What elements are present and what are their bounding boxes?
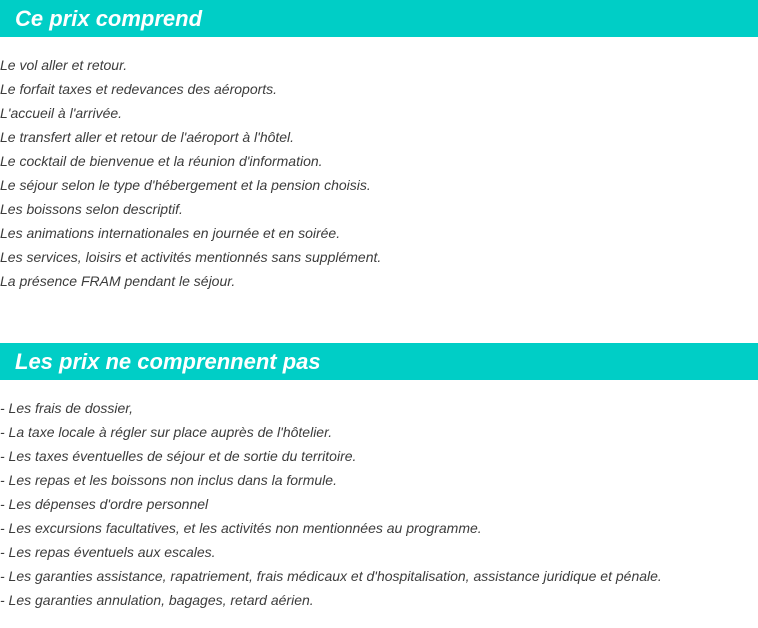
excluded-item: - La taxe locale à régler sur place auprès de l'hôtelier. bbox=[0, 424, 333, 440]
excluded-item: - Les garanties assistance, rapatriement, frais médicaux et d'hospitalisation, assistance juridique et pénale. bbox=[0, 568, 662, 584]
excluded-item: - Les excursions facultatives, et les activités non mentionnées au programme. bbox=[0, 520, 482, 536]
excluded-item: - Les repas et les boissons non inclus dans la formule. bbox=[0, 472, 337, 488]
included-item: L'accueil à l'arrivée. bbox=[0, 105, 123, 121]
included-item: Le vol aller et retour. bbox=[0, 57, 128, 73]
excluded-section-title: Les prix ne comprennent pas bbox=[0, 343, 758, 380]
excluded-items-list bbox=[0, 396, 758, 612]
included-item: La présence FRAM pendant le séjour. bbox=[0, 273, 236, 289]
included-item: Les animations internationales en journée et en soirée. bbox=[0, 225, 341, 241]
excluded-item: - Les taxes éventuelles de séjour et de sortie du territoire. bbox=[0, 448, 357, 464]
excluded-item: - Les frais de dossier, bbox=[0, 400, 134, 416]
included-item: Le cocktail de bienvenue et la réunion d'information. bbox=[0, 153, 323, 169]
included-item: Les services, loisirs et activités mentionnés sans supplément. bbox=[0, 249, 382, 265]
included-item: Le séjour selon le type d'hébergement et la pension choisis. bbox=[0, 177, 371, 193]
excluded-item: - Les repas éventuels aux escales. bbox=[0, 544, 216, 560]
included-items-list bbox=[0, 53, 758, 293]
excluded-item: - Les garanties annulation, bagages, retard aérien. bbox=[0, 592, 314, 608]
excluded-item: - Les dépenses d'ordre personnel bbox=[0, 496, 209, 512]
included-item: Les boissons selon descriptif. bbox=[0, 201, 183, 217]
included-item: Le transfert aller et retour de l'aéroport à l'hôtel. bbox=[0, 129, 295, 145]
included-section-title: Ce prix comprend bbox=[0, 0, 758, 37]
included-item: Le forfait taxes et redevances des aéroports. bbox=[0, 81, 278, 97]
